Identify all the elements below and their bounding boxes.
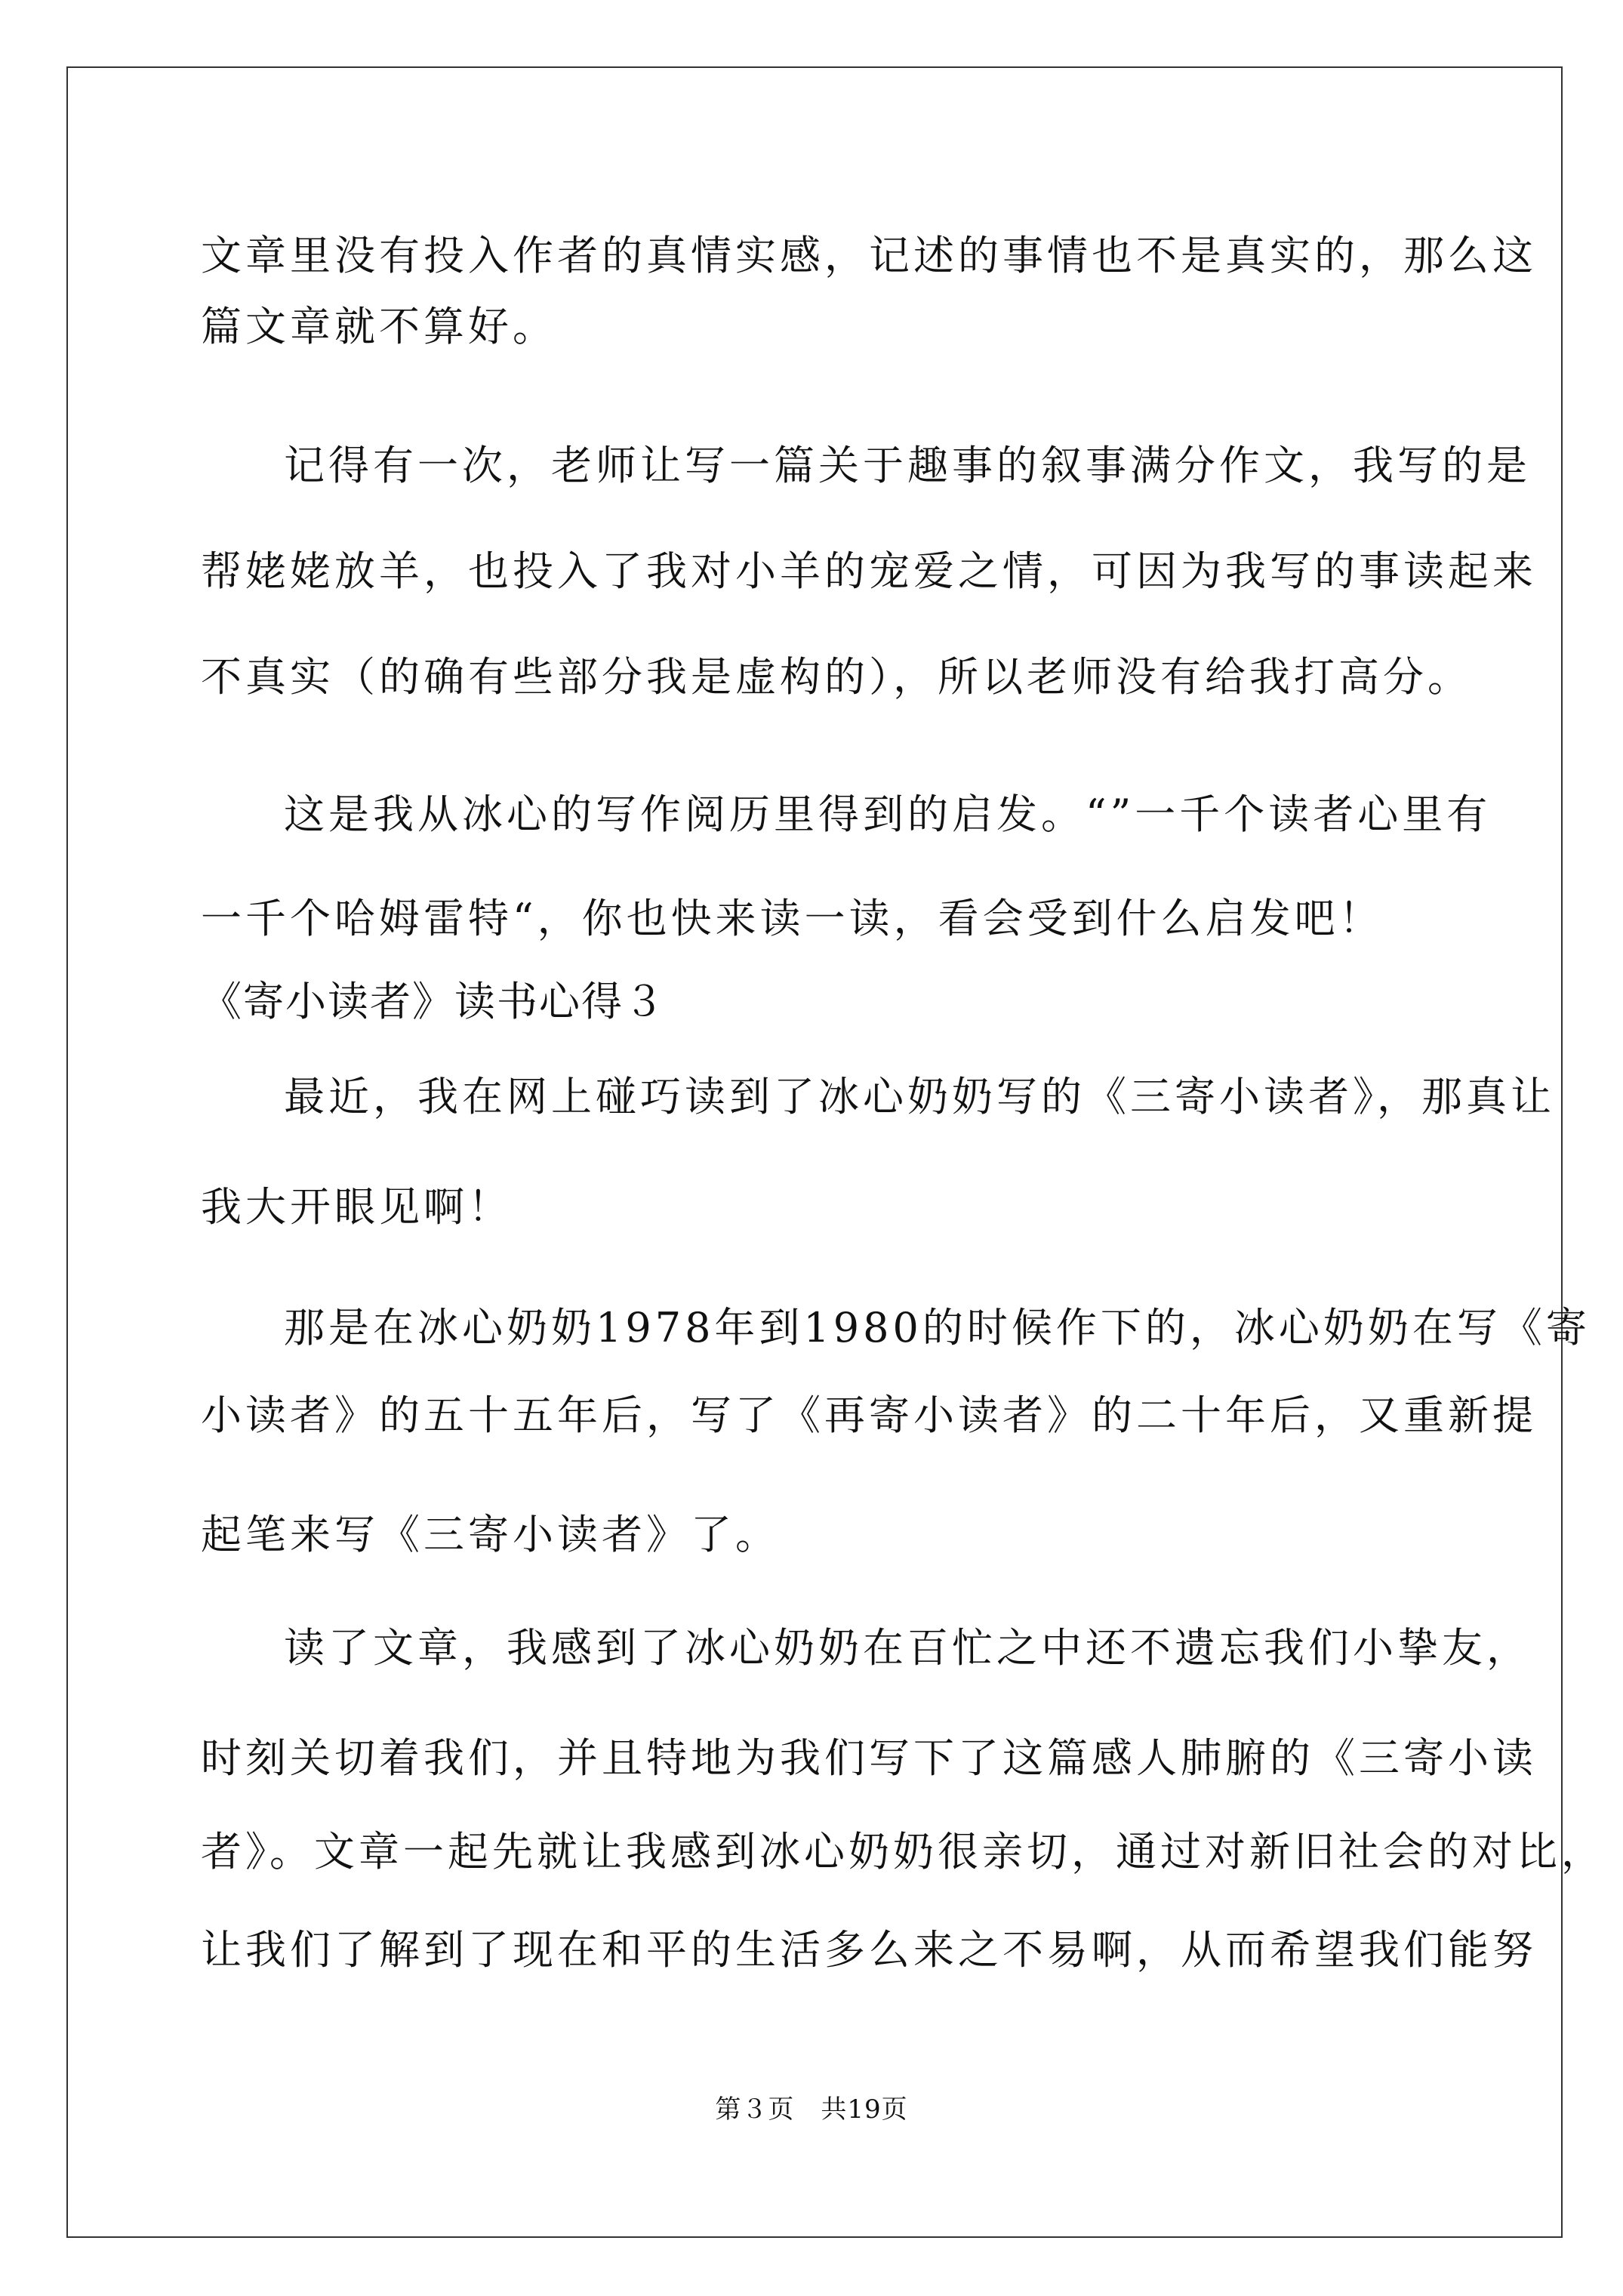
body-line-11: 小读者》的五十五年后，写了《再寄小读者》的二十年后，又重新提	[201, 1391, 1537, 1439]
body-line-3: 记得有一次，老师让写一篇关于趣事的叙事满分作文，我写的是	[284, 442, 1531, 489]
body-line-12: 起笔来写《三寄小读者》了。	[201, 1511, 780, 1558]
body-line-8: 最近，我在网上碰巧读到了冰心奶奶写的《三寄小读者》，那真让	[284, 1073, 1555, 1120]
page-number-footer: 第３页 共19页	[715, 2094, 908, 2125]
body-line-6: 这是我从冰心的写作阅历里得到的启发。“”一千个读者心里有	[284, 791, 1492, 838]
body-line-10: 那是在冰心奶奶1978年到1980的时候作下的，冰心奶奶在写《寄	[284, 1304, 1591, 1351]
body-line-1: 文章里没有投入作者的真情实感，记述的事情也不是真实的，那么这	[201, 232, 1537, 279]
body-line-7: 一千个哈姆雷特“，你也快来读一读，看会受到什么启发吧！	[201, 895, 1384, 942]
body-line-16: 让我们了解到了现在和平的生活多么来之不易啊，从而希望我们能努	[201, 1926, 1537, 1974]
page-border	[66, 66, 1563, 2238]
body-line-13: 读了文章，我感到了冰心奶奶在百忙之中还不遗忘我们小挚友，	[284, 1624, 1531, 1672]
body-line-2: 篇文章就不算好。	[201, 303, 557, 350]
body-line-5: 不真实（的确有些部分我是虚构的），所以老师没有给我打高分。	[201, 653, 1472, 701]
body-line-15: 者》。文章一起先就让我感到冰心奶奶很亲切，通过对新旧社会的对比，	[201, 1828, 1606, 1875]
section-heading: 《寄小读者》读书心得３	[201, 978, 666, 1025]
body-line-14: 时刻关切着我们，并且特地为我们写下了这篇感人肺腑的《三寄小读	[201, 1734, 1537, 1782]
body-line-9: 我大开眼见啊！	[201, 1183, 513, 1231]
body-line-4: 帮姥姥放羊，也投入了我对小羊的宠爱之情，可因为我写的事读起来	[201, 547, 1537, 595]
